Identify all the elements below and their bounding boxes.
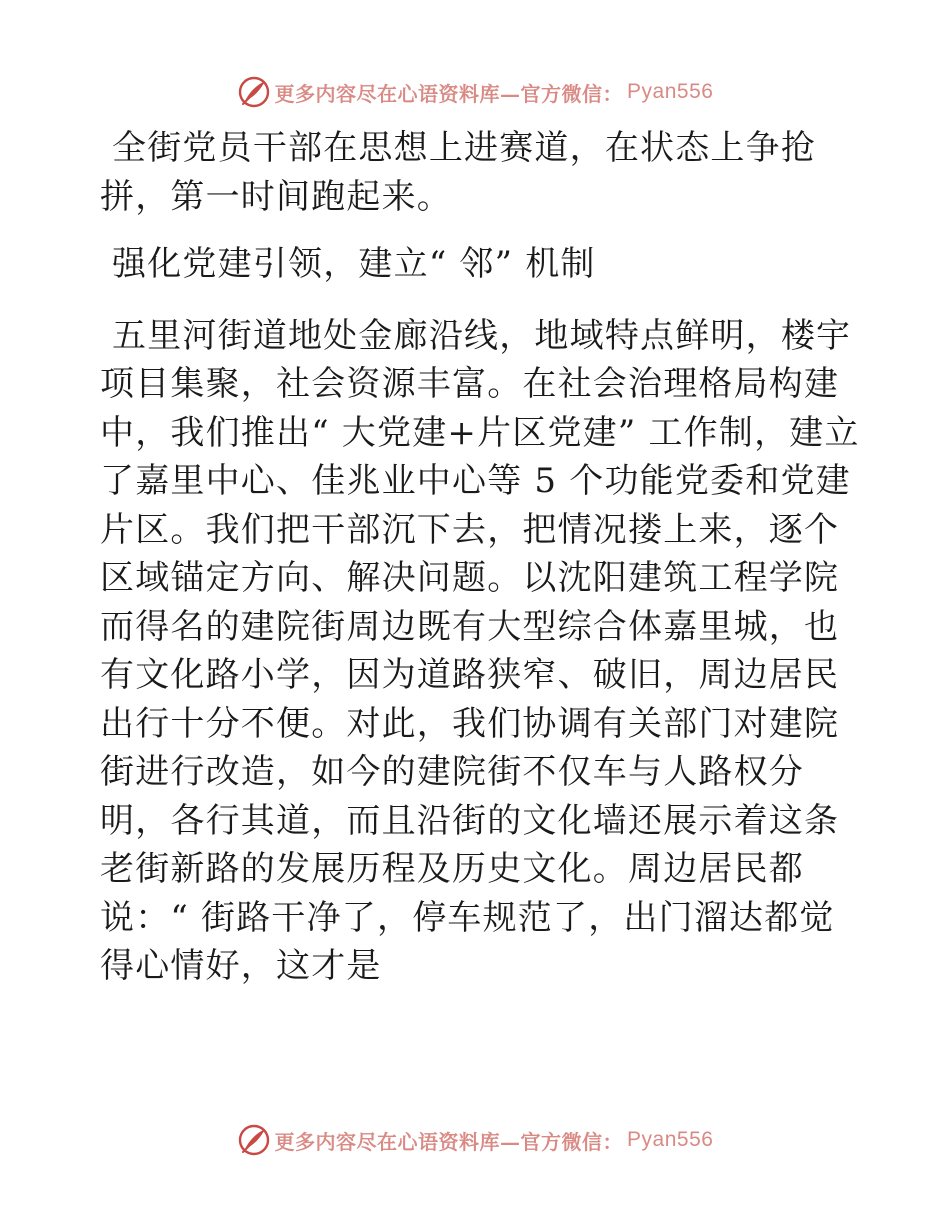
quill-logo-icon — [237, 1123, 271, 1157]
watermark-handle: Pyan556 — [627, 1128, 714, 1151]
document-body — [100, 124, 860, 991]
paragraph-main: 五里河街道地处金廊沿线，地域特点鲜明，楼宇项目集聚，社会资源丰富。在社会治理格局构建中，我们推出“ 大党建+片区党建” 工作制，建立了嘉里中心、佳兆业中心等 5 个功能党委和党建片区。我们把干部沉下去，把情况搂上来，逐个区域锚定方向、解决问题。以沈阳建筑工程学院而得名的建院街周边既有大型综合体嘉里城，也有文化路小学，因为道路狭窄、破旧，周边居民出行十分不便。对此，我们协调有关部门对建院街进行改造，如今的建院街不仅车与人路权分明，各行其道，而且沿街的文化墙还展示着这条老街新路的发展历程及历史文化。周边居民都说：“ 街路干净了，停车规范了，出门溜达都觉得心情好，这才是 — [100, 315, 860, 986]
paragraph-intro: 全街党员干部在思想上进赛道，在状态上争抢拼，第一时间跑起来。 — [100, 128, 817, 217]
footer-watermark — [0, 1120, 950, 1160]
watermark-text: 更多内容尽在心语资料库—官方微信： — [274, 1129, 624, 1154]
watermark-text: 更多内容尽在心语资料库—官方微信： — [274, 81, 624, 106]
quill-logo-icon — [237, 75, 271, 109]
section-heading: 强化党建引领，建立“ 邻” 机制 — [100, 244, 596, 284]
watermark-handle: Pyan556 — [627, 80, 714, 103]
header-watermark — [0, 72, 950, 112]
